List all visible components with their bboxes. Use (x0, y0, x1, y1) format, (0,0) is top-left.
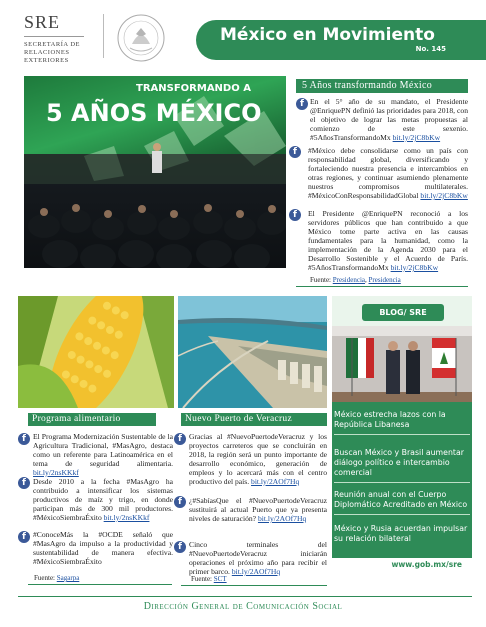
source-link-2[interactable]: Presidencia (368, 276, 401, 284)
source-link[interactable]: SCT (213, 575, 227, 583)
issue-number: No. 145 (415, 45, 446, 53)
post-text: En el 5° año de su mandato, el Presidente @EnriquePN definió las prioridades para 2018, con el objetivo de lograr las metas propuestas al comienzo de este sexenio. #5AñosTransformandoMx (310, 97, 468, 142)
post-link[interactable]: bit.ly/2jC8bKw (420, 191, 468, 200)
source-link-1[interactable]: Presidencia (332, 276, 366, 284)
blog-separator (334, 482, 470, 483)
header-divider (103, 14, 104, 58)
hero-banner-big: 5 AÑOS MÉXICO (46, 99, 262, 127)
footer-text: Dirección General de Comunicación Social (143, 601, 343, 612)
post-5anos-2 (308, 146, 468, 200)
blog-item-4[interactable]: México y Rusia acuerdan impulsar su relación bilateral (334, 524, 468, 543)
post-text: Gracias al #NuevoPuertodeVeracruz y los proyectos carreteros que se concluirán en 2018, la región será un punto importante de desarrollo económico, generación de empleos y lo acercará más con el centro productivo del país. (189, 432, 327, 486)
post-masagro-3 (33, 530, 173, 566)
source-link[interactable]: Sagarpa (56, 574, 80, 582)
post-link[interactable]: bit.ly/2nsKKkf (103, 513, 150, 522)
source-presidencia: Fuente: Presidencia, Presidencia (310, 276, 401, 284)
footer-divider (18, 596, 472, 597)
national-seal-icon (112, 12, 170, 64)
post-text: El Presidente @EnriquePN reconoció a los servidores públicos que han contribuido a que México tome parte activa en las causas fundamentales para la humanidad, como la implementación de la Agenda 2030 para el Desarrollo Sostenible y el Acuerdo de París. #5AñosTransformandoMx (308, 209, 468, 272)
source-label: Fuente: (310, 276, 333, 284)
post-text: ¿#SabíasQue el #NuevoPuertodeVeracruz sustituirá al actual Puerto que ya presenta niveles de saturación? (189, 496, 327, 523)
source-underline (28, 584, 172, 585)
blog-panel (332, 296, 472, 576)
port-aerial-photo (178, 296, 327, 408)
header (0, 0, 486, 74)
post-veracruz-3 (189, 540, 327, 576)
source-label: Fuente: (191, 575, 214, 583)
post-masagro-2 (33, 477, 173, 522)
post-text: #ConoceMás la #OCDE señaló que #MasAgro da impulso a la productividad y sustentabilidad de manera efectiva. #MéxicoSiembraÉxito (33, 530, 173, 566)
blog-header (332, 296, 472, 326)
post-link[interactable]: bit.ly/2jC8bKw (390, 263, 439, 272)
sre-logo (24, 12, 94, 65)
newsletter-title: México en Movimiento (220, 25, 435, 45)
section-title-programa-alimentario: Programa alimentario (28, 413, 156, 426)
org-full-line-1: SECRETARÍA DE (24, 41, 80, 48)
post-link[interactable]: bit.ly/2AOf7Hq (251, 477, 300, 486)
blog-item-2[interactable]: Buscan México y Brasil aumentar diálogo político e intercambio comercial (334, 448, 464, 477)
post-text: El Programa Modernización Sustentable de la Agricultura Tradicional, #MasAgro, destaca como un referente para Latinoamérica en el tema de seguridad alimentaria. (33, 432, 173, 468)
post-link[interactable]: bit.ly/2jC8bKw (392, 133, 441, 142)
post-5anos-1 (310, 97, 468, 142)
facebook-icon: f (18, 433, 30, 445)
facebook-icon: f (174, 496, 186, 508)
blog-item-3[interactable]: Reunión anual con el Cuerpo Diplomático Acreditado en México (334, 490, 468, 509)
post-veracruz-1 (189, 432, 327, 486)
post-text: Cinco terminales del #NuevoPuertodeVeracruz iniciarán operaciones el próximo año para recibir el primer barco. (189, 540, 327, 576)
facebook-icon: f (18, 477, 30, 489)
hero-photo (24, 76, 286, 268)
source-label: Fuente: (34, 574, 57, 582)
facebook-icon: f (289, 146, 301, 158)
post-5anos-3 (308, 209, 468, 272)
blog-title: BLOG/ SRE (362, 304, 444, 321)
source-sct (191, 575, 227, 583)
blog-url-link[interactable]: www.gob.mx/sre (332, 558, 472, 576)
facebook-icon: f (289, 209, 301, 221)
hero-banner-small: TRANSFORMANDO A (136, 83, 251, 94)
logo-divider (24, 36, 84, 37)
blog-photo (332, 326, 472, 402)
source-sagarpa (34, 574, 79, 582)
post-link[interactable]: bit.ly/2AOf7Hq (231, 567, 281, 576)
source-underline (181, 585, 327, 586)
blog-separator (334, 514, 470, 515)
corn-photo (18, 296, 174, 408)
source-underline (296, 286, 468, 287)
facebook-icon: f (174, 433, 186, 445)
post-link[interactable]: bit.ly/2nsKKkf (33, 468, 79, 477)
section-title-5-anos: 5 Años transformando México (296, 79, 468, 93)
section-title-nuevo-puerto: Nuevo Puerto de Veracruz (181, 413, 327, 426)
facebook-icon: f (18, 531, 30, 543)
newsletter-title-box (196, 20, 486, 60)
post-masagro-1 (33, 432, 173, 477)
post-link[interactable]: bit.ly/2AOf7Hq (257, 514, 307, 523)
blog-item-1[interactable]: México estrecha lazos con la República Libanesa (334, 410, 446, 429)
post-text: #México debe consolidarse como un país con responsabilidad global, diversificando y fortaleciendo nuestra presencia e intercambios en otras regiones, y continuar asumiendo plenamente nuestros compromisos multilaterales. #MéxicoConResponsabilidadGlobal (308, 146, 468, 200)
blog-separator (334, 434, 470, 435)
facebook-icon: f (296, 98, 308, 110)
facebook-icon: f (174, 541, 186, 553)
org-full-line-2: RELACIONES EXTERIORES (24, 49, 70, 64)
post-veracruz-2 (189, 496, 327, 523)
post-text: Desde 2010 a la fecha #MasAgro ha contribuido a intensificar los sistemas productivos de maíz y trigo, en donde participan más de 300 mil productores. #MéxicoSiembraÉxito (33, 477, 173, 522)
org-short: SRE (24, 12, 61, 32)
